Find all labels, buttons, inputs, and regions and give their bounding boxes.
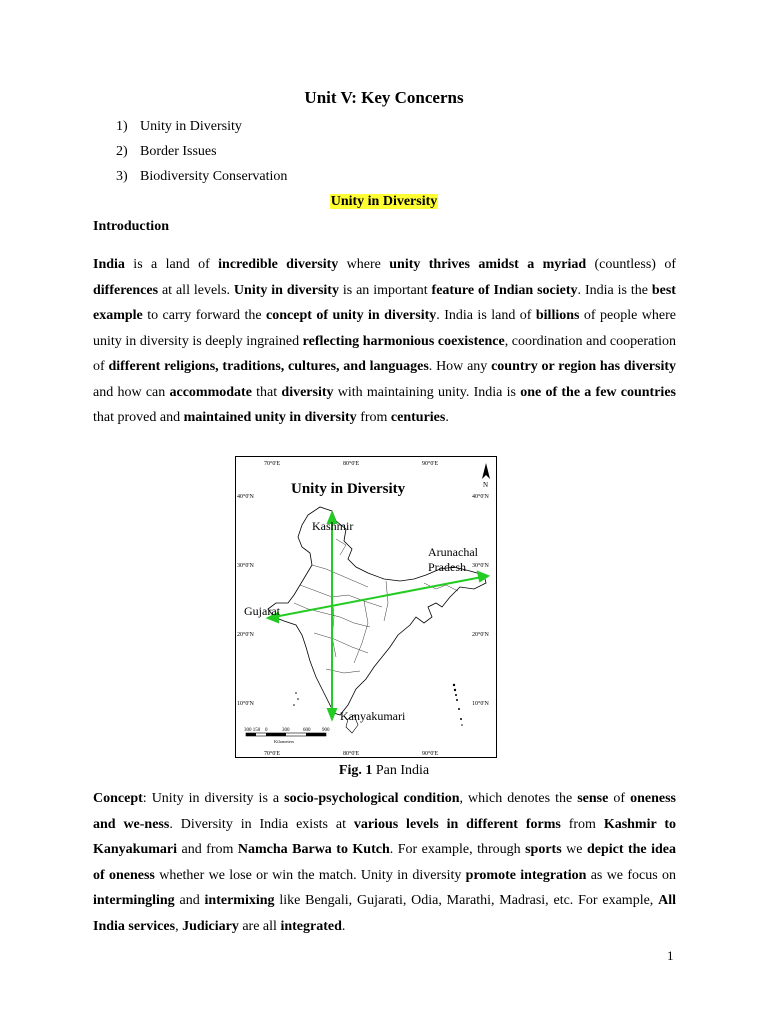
lat-label: 40°0'N (237, 494, 254, 500)
scale-tick: 300 (282, 728, 290, 733)
bold-text-run: integrated (280, 918, 342, 934)
bold-text-run: intermingling (93, 893, 175, 908)
bold-text-run: feature of Indian society (431, 282, 578, 298)
andaman-islands (453, 684, 463, 726)
bold-text-run: unity thrives amidst a myriad (389, 257, 587, 272)
list-number: 3) (116, 169, 128, 184)
bold-text-run: All India services (93, 893, 676, 934)
text-run: , coordination and cooperation of (93, 333, 677, 374)
bold-text-run: concept of unity in diversity (266, 308, 437, 323)
bold-text-run: diversity (281, 384, 334, 400)
bold-text-run: one of the a few countries (520, 384, 676, 400)
text-run: to carry forward the (142, 308, 267, 323)
introduction-paragraph (93, 252, 676, 431)
bold-text-run: socio-psychological condition (284, 791, 460, 806)
lat-label: 20°0'N (237, 632, 254, 638)
lon-label: 90°0'E (422, 461, 439, 467)
bold-text-run: sports (525, 842, 562, 857)
text-run: (countless) of (586, 257, 676, 272)
india-map-figure (235, 456, 497, 758)
lat-label: 30°0'N (237, 563, 254, 569)
text-run: . India is land of (436, 308, 536, 323)
lat-label: 10°0'N (472, 701, 489, 707)
text-run: from (356, 410, 391, 425)
list-item (116, 117, 287, 142)
bold-text-run: country or region has diversity (491, 359, 676, 374)
lat-label: 10°0'N (237, 701, 254, 707)
arrow-head-south (328, 709, 336, 719)
list-label: Border Issues (140, 144, 217, 159)
lakshadweep-islands (293, 692, 299, 706)
page-title: Unit V: Key Concerns (304, 88, 464, 107)
bold-text-run: depict the idea of oneness (93, 842, 677, 883)
north-label: N (483, 481, 489, 489)
bold-text-run: promote integration (465, 867, 587, 883)
text-run: . For example, through (389, 842, 526, 857)
bold-text-run: incredible diversity (218, 257, 339, 272)
bold-text-run: various levels in different forms (353, 816, 561, 832)
text-run: at all levels. (158, 282, 234, 298)
scale-tick: 300 150 (244, 728, 261, 733)
bold-text-run: India (93, 257, 125, 272)
lat-label: 30°0'N (472, 563, 489, 569)
text-run: and (174, 893, 205, 908)
text-run: as we focus on (586, 867, 676, 883)
lat-label: 20°0'N (472, 632, 489, 638)
text-run: . How any (428, 359, 492, 374)
place-label-pradesh: Pradesh (428, 560, 466, 574)
lon-label: 70°0'E (264, 461, 281, 467)
figure-caption (0, 763, 768, 779)
bold-text-run: accommodate (169, 384, 252, 400)
text-run: that (251, 384, 282, 400)
text-run: is a land of (124, 257, 219, 272)
text-run: we (561, 842, 587, 857)
text-run: . (445, 410, 449, 425)
text-run: of people where unity in diversity is deeply ingrained (93, 308, 676, 349)
highlighted-heading-text: Unity in Diversity (330, 194, 438, 209)
bold-text-run: Unity in diversity (233, 282, 339, 298)
text-run: is an important (338, 282, 432, 298)
list-number: 1) (116, 119, 128, 134)
list-item (116, 142, 287, 167)
lon-label: 80°0'E (343, 461, 360, 467)
bold-text-run: different religions, traditions, cultures, and languages (108, 359, 429, 374)
place-label-arunachal: Arunachal (428, 545, 478, 559)
bold-text-run: best example (93, 282, 676, 323)
bold-text-run: sense (577, 791, 609, 806)
text-run: , which denotes the (459, 791, 578, 806)
text-run: that proved and (93, 410, 184, 425)
text-run: . Diversity in India exists at (169, 816, 354, 832)
place-label-kashmir: Kashmir (312, 519, 354, 533)
text-run: with maintaining unity. India is (333, 384, 521, 400)
scale-bar (244, 728, 330, 744)
page-number: 1 (667, 948, 674, 963)
text-run: whether we lose or win the match. Unity in diversity (154, 867, 466, 883)
bold-text-run: Namcha Barwa to Kutch (237, 842, 390, 857)
figure-caption-text: Pan India (372, 763, 430, 778)
text-run: of (608, 791, 631, 806)
bold-text-run: differences (93, 282, 159, 298)
text-run: from (560, 816, 604, 832)
scale-unit: Kilometers (274, 739, 294, 744)
list-item (116, 167, 287, 192)
place-label-gujarat: Gujarat (244, 604, 280, 618)
lon-label: 80°0'E (343, 751, 360, 757)
arrow-head-east (478, 572, 488, 581)
introduction-heading: Introduction (93, 219, 169, 234)
bold-text-run: intermixing (204, 893, 275, 908)
text-run: where (338, 257, 390, 272)
text-run: . India is the (577, 282, 652, 298)
place-label-kanyakumari: Kanyakumari (340, 709, 406, 723)
lon-label: 70°0'E (264, 751, 281, 757)
bold-text-run: maintained unity in diversity (183, 410, 357, 425)
text-run: . (341, 918, 346, 934)
figure-label: Fig. 1 (338, 763, 373, 778)
section-heading (0, 194, 768, 210)
concept-paragraph (93, 786, 676, 939)
bold-text-run: Kashmir to Kanyakumari (93, 816, 676, 857)
map-graphic (236, 457, 496, 757)
lat-label: 40°0'N (472, 494, 489, 500)
scale-tick: 0 (265, 728, 268, 733)
text-run: are all (238, 918, 281, 934)
list-label: Biodiversity Conservation (140, 169, 288, 184)
list-number: 2) (116, 144, 128, 159)
text-run: : Unity in diversity is a (142, 791, 285, 806)
scale-tick: 600 (303, 728, 311, 733)
north-arrow-icon (482, 463, 490, 489)
bold-text-run: reflecting harmonious coexistence (302, 333, 505, 349)
bold-text-run: Judiciary (182, 918, 239, 934)
bold-text-run: billions (535, 308, 580, 323)
bold-text-run: Concept (93, 791, 143, 806)
text-run: and from (177, 842, 238, 857)
bold-text-run: centuries (390, 410, 446, 425)
scale-tick: 900 (322, 728, 330, 733)
text-run: , (175, 918, 183, 934)
text-run: and how can (93, 384, 170, 400)
text-run: like Bengali, Gujarati, Odia, Marathi, Madrasi, etc. For example, (274, 893, 659, 908)
lon-label: 90°0'E (422, 751, 439, 757)
bold-text-run: oneness and we-ness (93, 791, 676, 832)
map-title: Unity in Diversity (291, 481, 406, 497)
topic-list (116, 117, 287, 192)
list-label: Unity in Diversity (140, 119, 242, 134)
